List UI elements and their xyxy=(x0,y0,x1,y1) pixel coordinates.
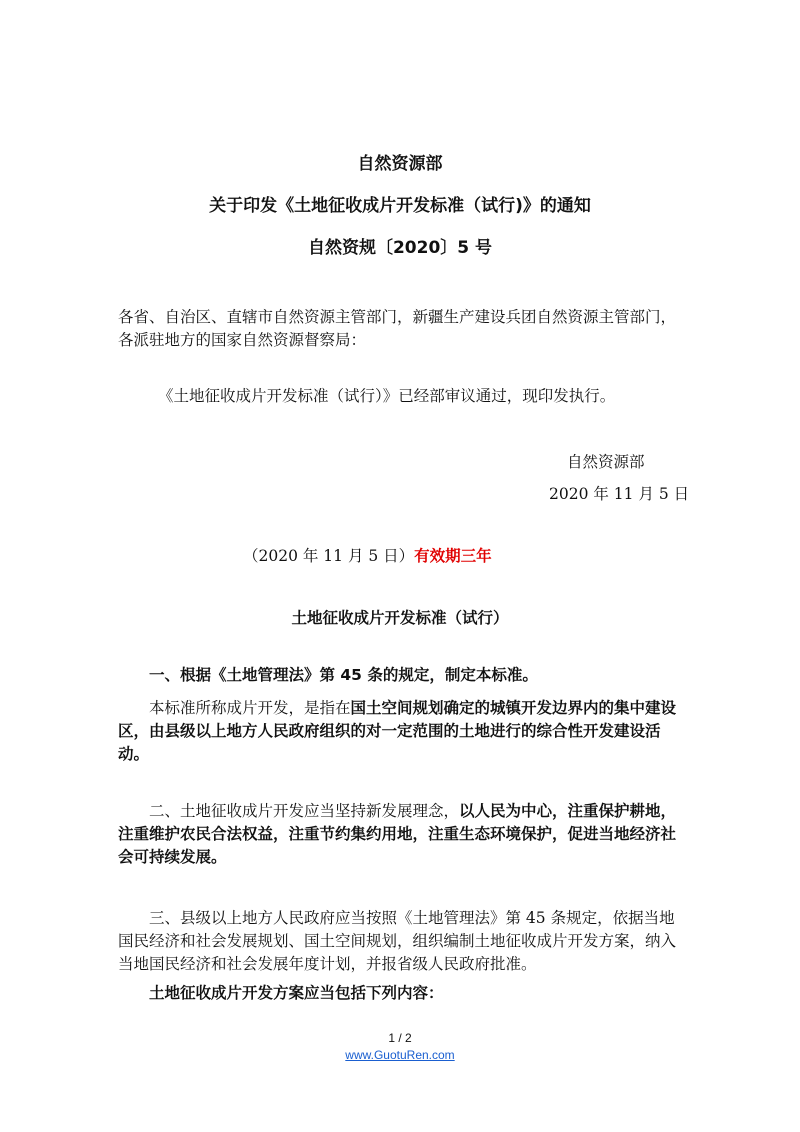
validity-date: （2020 年 11 月 5 日） xyxy=(243,547,415,565)
validity-line xyxy=(243,544,492,566)
section-1-bold: 国土空间规划确定的城镇开发边界内的集中建设区，由县级以上地方人民政府组织的对一定范围的土地进行的综合性开发建设活动。 xyxy=(118,699,677,763)
validity-term: 有效期三年 xyxy=(414,547,492,565)
notice-body: 《土地征收成片开发标准（试行）》已经部审议通过，现印发执行。 xyxy=(158,387,616,405)
site-link[interactable]: www.GuotuRen.com xyxy=(345,1048,455,1062)
document-number: 自然资规〔2020〕5 号 xyxy=(307,238,493,258)
signature-date: 2020 年 11 月 5 日 xyxy=(549,485,690,503)
section-3-list-heading: 土地征收成片开发方案应当包括下列内容： xyxy=(149,984,444,1002)
section-1-lead: 本标准所称成片开发，是指在 xyxy=(149,699,351,717)
section-2-lead: 二、土地征收成片开发应当坚持新发展理念， xyxy=(149,802,460,820)
recipients-paragraph: 各省、自治区、直辖市自然资源主管部门，新疆生产建设兵团自然资源主管部门，各派驻地方的国家自然资源督察局： xyxy=(118,308,677,349)
footer-link-line xyxy=(0,1048,800,1062)
section-3-paragraph: 三、县级以上地方人民政府应当按照《土地管理法》第 45 条规定，依据当地国民经济和社会发展规划、国土空间规划，组织编制土地征收成片开发方案，纳入当地国民经济和社会发展年度计划，并报省级人民政府批准。 xyxy=(118,909,677,973)
notice-title: 关于印发《土地征收成片开发标准（试行)》的通知 xyxy=(209,196,591,216)
page-number: 1 / 2 xyxy=(388,1031,412,1045)
standard-title: 土地征收成片开发标准（试行） xyxy=(291,609,509,627)
issuer-heading: 自然资源部 xyxy=(357,154,443,174)
section-2-paragraph xyxy=(118,800,688,869)
section-1-paragraph xyxy=(118,697,688,766)
section-1-heading: 一、根据《土地管理法》第 45 条的规定，制定本标准。 xyxy=(149,666,538,684)
signature-org: 自然资源部 xyxy=(567,453,645,471)
section-2-bold: 以人民为中心，注重保护耕地，注重维护农民合法权益，注重节约集约用地，注重生态环境保护，促进当地经济社会可持续发展。 xyxy=(118,802,677,866)
